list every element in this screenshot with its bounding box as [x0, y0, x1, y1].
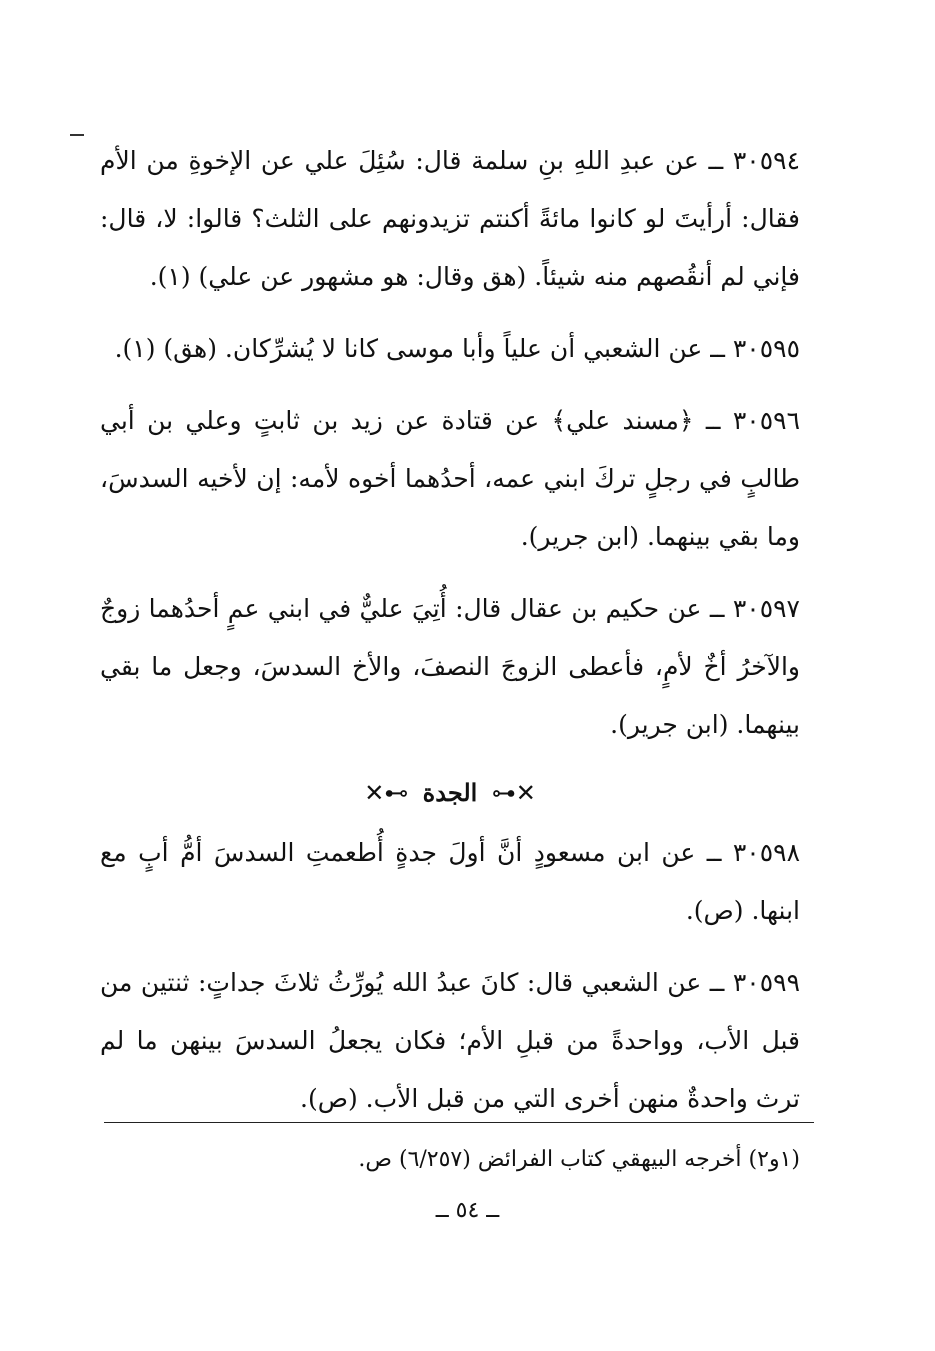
- hadith-text: ــ عن الشعبي قال: كانَ عبدُ الله يُورِّثُ ثلاثَ جداتٍ: ثنتين من قبل الأب، وواحدةً من قبلِ الأم؛ فكان يجعلُ السدسَ بينهن ما لم ترث واحدةٌ منهن أخرى التي من قبل الأب. (ص).: [100, 968, 800, 1113]
- section-heading: [100, 768, 800, 818]
- hadith-paragraph: [100, 132, 800, 306]
- hadith-paragraph: [100, 824, 800, 940]
- corner-dash-mark: [70, 134, 84, 136]
- hadith-number: ٣٠٥٩٨: [732, 838, 800, 867]
- hadith-number: ٣٠٥٩٧: [732, 594, 800, 623]
- ornament-icon: ⊶✕: [364, 779, 409, 807]
- section-title: الجدة: [422, 778, 478, 807]
- hadith-text: ــ عن ابن مسعودٍ أنَّ أولَ جدةٍ أُطعمتِ السدسَ أمُّ أبٍ مع ابنها. (ص).: [100, 838, 800, 925]
- hadith-paragraph: [100, 580, 800, 754]
- hadith-paragraph: [100, 320, 800, 378]
- hadith-number: ٣٠٥٩٦: [732, 406, 801, 435]
- hadith-text: ــ ﴿مسند علي﴾ عن قتادة عن زيد بن ثابتٍ وعلي بن أبي طالبٍ في رجلٍ تركَ ابني عمه، أحدُهما أخوه لأمه: إن لأخيه السدسَ، وما بقي بينهما. (ابن جرير).: [100, 406, 800, 551]
- hadith-number: ٣٠٥٩٥: [732, 334, 800, 363]
- footnote-divider: [104, 1122, 814, 1123]
- hadith-paragraph: [100, 954, 800, 1128]
- ornament-icon: ✕⊷: [491, 779, 536, 807]
- hadith-paragraph: [100, 392, 800, 566]
- hadith-text: ــ عن الشعبي أن علياً وأبا موسى كانا لا يُشرِّكان. (هق) (١).: [114, 334, 725, 363]
- page-number: ــ ٥٤ ــ: [435, 1198, 500, 1223]
- hadith-text: ــ عن عبدِ اللهِ بنِ سلمة قال: سُئِلَ علي عن الإخوةِ من الأم فقال: أرأيتَ لو كانوا مائةً أكنتم تزيدونهم على الثلث؟ قالوا: لا، قال: فإني لم أنقُصهم منه شيئاً. (هق وقال: هو مشهور عن علي) (١).: [100, 146, 800, 291]
- footnote: (١و٢) أخرجه البيهقي كتاب الفرائض (٦/٢٥٧) ص.: [358, 1147, 800, 1172]
- hadith-number: ٣٠٥٩٩: [732, 968, 801, 997]
- hadith-text: ــ عن حكيم بن عقال قال: أُتِيَ عليٌّ في ابني عمٍ أحدُهما زوجٌ والآخرُ أخٌ لأمٍ، فأعطى الزوجَ النصفَ، والأخ السدسَ، وجعل ما بقي بينهما. (ابن جرير).: [100, 594, 800, 739]
- main-text: [100, 132, 800, 1142]
- hadith-number: ٣٠٥٩٤: [732, 146, 800, 175]
